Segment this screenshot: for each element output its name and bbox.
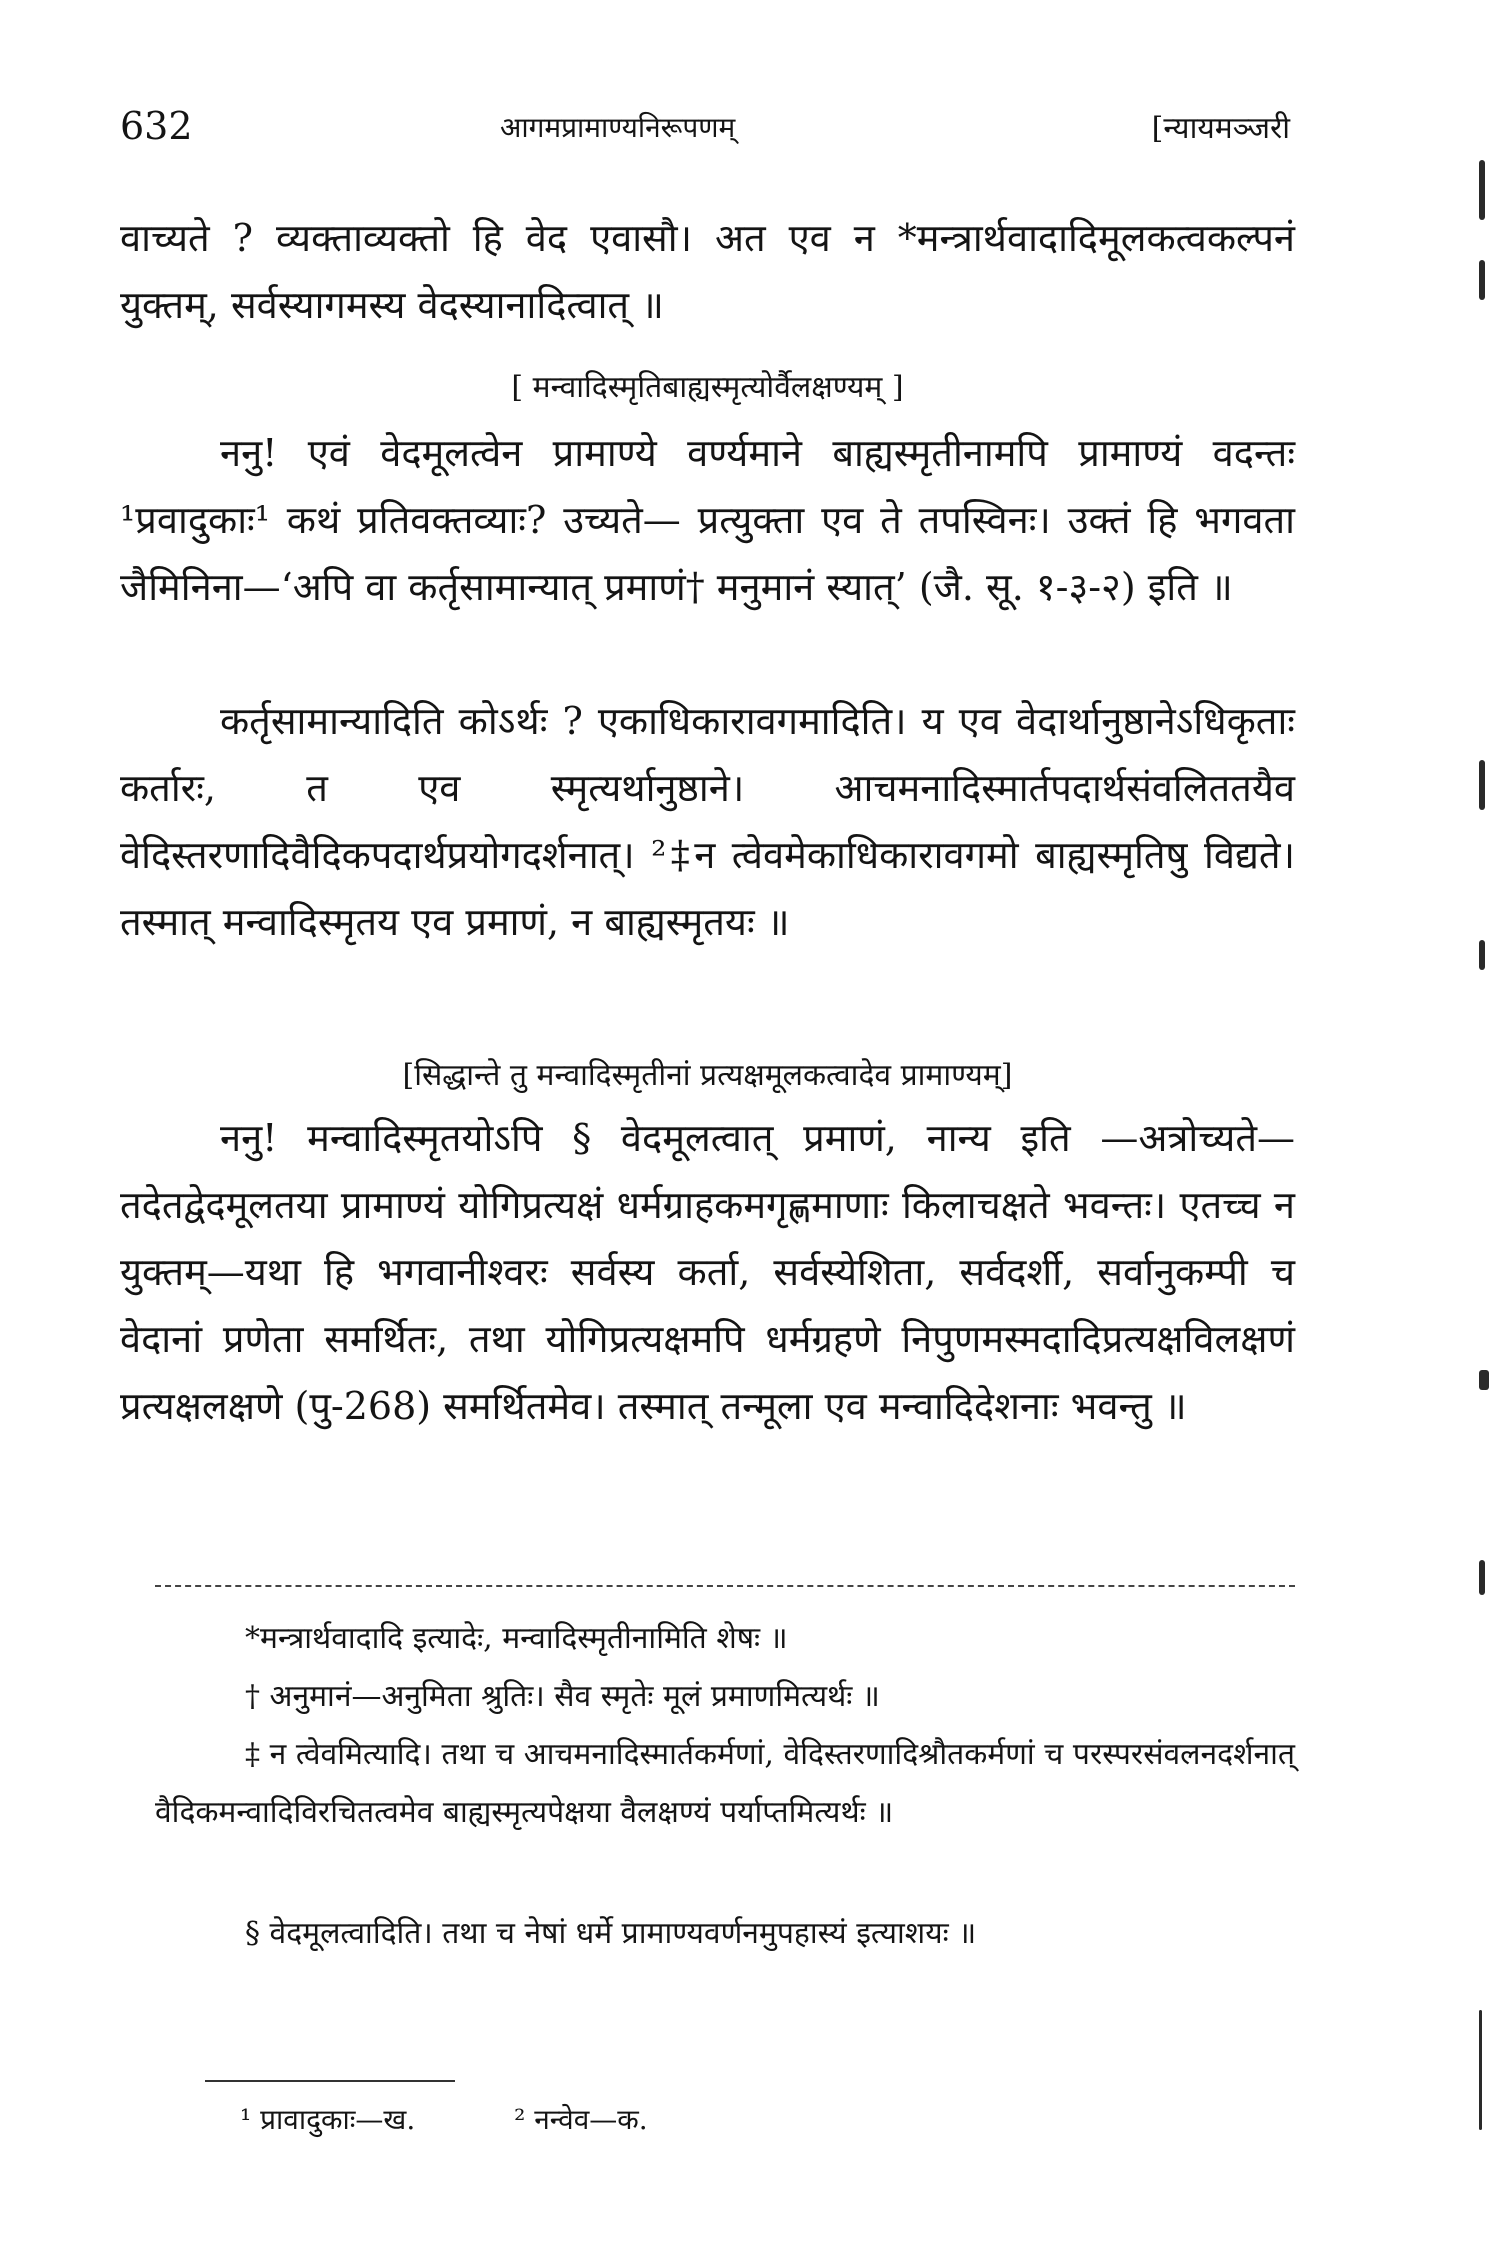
- section-heading-1: [ मन्वादिस्मृतिबाह्यस्मृत्योर्वैलक्षण्यम् ]: [511, 370, 904, 405]
- scan-edge-mark: [1479, 940, 1485, 970]
- footnote-section: § वेदमूलत्वादिति। तथा च नेषां धर्मे प्रामाण्यवर्णनमुपहास्यं इत्याशयः ॥: [245, 1916, 977, 1951]
- footnote-divider: [155, 1585, 1295, 1587]
- running-head: [120, 104, 1290, 154]
- paragraph-3: कर्तृसामान्यादिति कोऽर्थः ? एकाधिकारावगमादिति। य एव वेदार्थानुष्ठानेऽधिकृताः कर्तारः, त एव स्मृत्यर्थानुष्ठाने। आचमनादिस्मार्तपदार्थसंवलिततयैव वेदिस्तरणादिवैदिकपदार्थप्रयोगदर्शनात्। ²‡न त्वेवमेकाधिकारावगमो बाह्यस्मृतिषु विद्यते। तस्मात् मन्वादिस्मृतय एव प्रमाणं, न बाह्यस्मृतयः ॥: [120, 699, 1295, 944]
- scan-edge-mark: [1479, 1370, 1489, 1390]
- scan-edge-mark: [1479, 2010, 1482, 2130]
- variant-readings: [240, 2100, 738, 2138]
- paragraph-1: वाच्यते ? व्यक्ताव्यक्तो हि वेद एवासौ। अत एव न *मन्त्रार्थवादादिमूलकत्वकल्पनं युक्तम्, सर्वस्यागमस्य वेदस्यानादित्वात् ॥: [120, 216, 1295, 327]
- scan-edge-mark: [1479, 160, 1485, 220]
- chapter-title: आगमप्रामाण्यनिरूपणम्: [500, 111, 736, 144]
- scan-edge-mark: [1479, 1560, 1485, 1595]
- scan-edge-marks: [1469, 0, 1509, 2257]
- section-heading-2: [सिद्धान्ते तु मन्वादिस्मृतीनां प्रत्यक्षमूलकत्वादेव प्रामाण्यम्]: [402, 1058, 1013, 1093]
- footnote-double-dagger: ‡ न त्वेवमित्यादि। तथा च आचमनादिस्मार्तकर्मणां, वेदिस्तरणादिश्रौतकर्मणां च परस्परसंवलनदर्शनात् वैदिकमन्वादिविरचितत्वमेव बाह्यस्मृत्यपेक्षया वैलक्षण्यं पर्याप्तमित्यर्थः ॥: [155, 1737, 1295, 1830]
- book-title: [न्यायमञ्जरी: [1151, 111, 1290, 146]
- page-number: 632: [120, 104, 193, 148]
- footnote-star: *मन्त्रार्थवादादि इत्यादेः, मन्वादिस्मृतीनामिति शेषः ॥: [245, 1621, 788, 1656]
- footnote-dagger: † अनुमानं—अनुमिता श्रुतिः। सैव स्मृतेः मूलं प्रमाणमित्यर्थः ॥: [245, 1679, 880, 1714]
- variant-reading-1: ¹ प्रावादुकाः—ख.: [240, 2103, 416, 2136]
- scan-edge-mark: [1479, 260, 1485, 300]
- variant-reading-2: ² नन्वेव—क.: [514, 2103, 648, 2136]
- variant-divider: [205, 2080, 455, 2082]
- scan-edge-mark: [1479, 760, 1485, 810]
- paragraph-2: ननु! एवं वेदमूलत्वेन प्रामाण्ये वर्ण्यमाने बाह्यस्मृतीनामपि प्रामाण्यं वदन्तः ¹प्रवादुकाः¹ कथं प्रतिवक्तव्याः? उच्यते— प्रत्युक्ता एव ते तपस्विनः। उक्तं हि भगवता जैमिनिना—‘अपि वा कर्तृसामान्यात् प्रमाणं† मनुमानं स्यात्’ (जै. सू. १-३-२) इति ॥: [120, 431, 1295, 609]
- paragraph-4: ननु! मन्वादिस्मृतयोऽपि § वेदमूलत्वात् प्रमाणं, नान्य इति —अत्रोच्यते— तदेतद्वेदमूलतया प्रामाण्यं योगिप्रत्यक्षं धर्मग्राहकमगृह्णमाणाः किलाचक्षते भवन्तः। एतच्च न युक्तम्—यथा हि भगवानीश्वरः सर्वस्य कर्ता, सर्वस्येशिता, सर्वदर्शी, सर्वानुकम्पी च वेदानां प्रणेता समर्थितः, तथा योगिप्रत्यक्षमपि धर्मग्रहणे निपुणमस्मदादिप्रत्यक्षविलक्षणं प्रत्यक्षलक्षणे (पु-268) समर्थितमेव। तस्मात् तन्मूला एव मन्वादिदेशनाः भवन्तु ॥: [120, 1116, 1295, 1428]
